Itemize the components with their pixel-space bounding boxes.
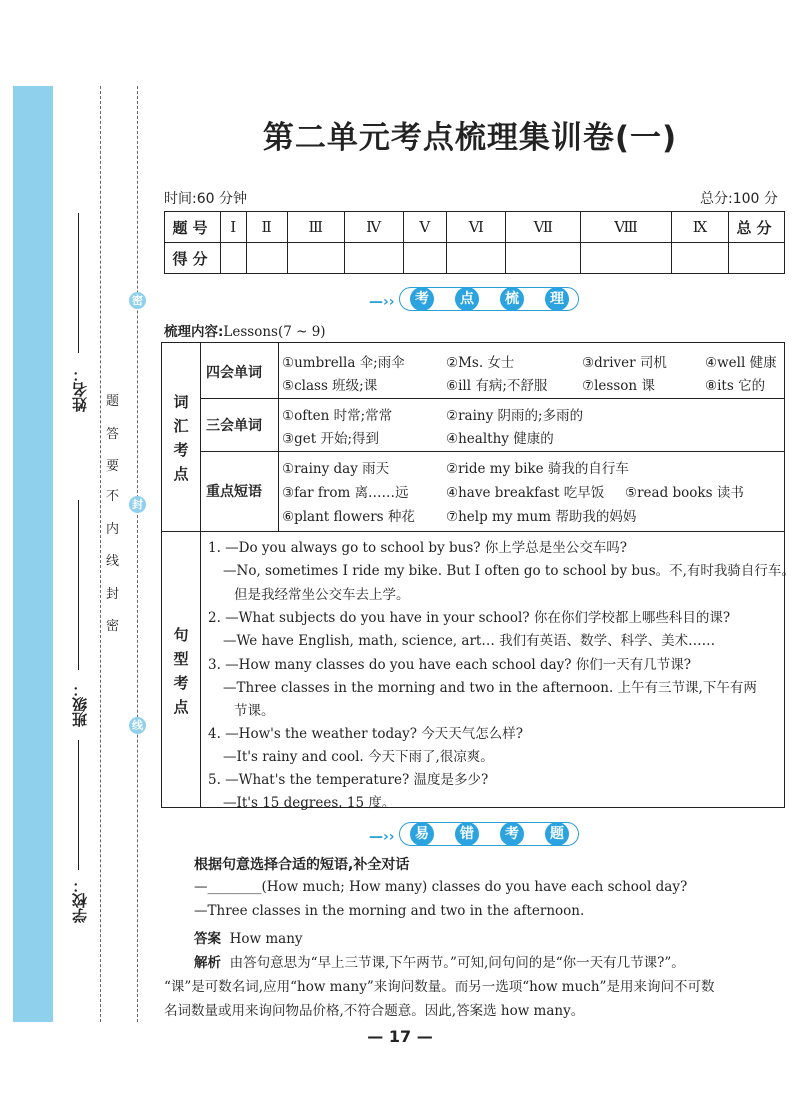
score-cell [581, 243, 672, 274]
answer-value: How many [229, 931, 303, 947]
total-score-label: 总分:100 分 [700, 191, 778, 207]
banner-pill [399, 287, 579, 311]
seal-char: 密 [106, 619, 120, 634]
vocab-item: ⑤read books 读书 [625, 485, 744, 501]
column-header: Ⅱ [246, 212, 287, 243]
sentence-category-label [171, 623, 191, 719]
score-cell [447, 243, 506, 274]
seal-circle-feng: 封 [129, 496, 146, 513]
analysis-line: 名词数量或用来询问物品价格,不符合题意。因此,答案选 how many。 [164, 1003, 585, 1019]
vocab-item: ⑧its 它的 [705, 378, 766, 394]
analysis-label: 解析 [194, 955, 221, 971]
vocab-item: ⑦lesson 课 [582, 378, 655, 394]
time-label: 时间:60 分钟 [164, 191, 247, 207]
analysis-line: “课”是可数名词,应用“how many”来询问数量。而另一选项“how much”是用来询问不可数 [164, 979, 715, 995]
seal-dash-line-outer [137, 86, 138, 1022]
seal-char: 不 [106, 489, 120, 504]
table-divider [200, 398, 784, 399]
column-header: Ⅴ [403, 212, 447, 243]
seal-circle-mi: 密 [129, 292, 146, 309]
margin-color-strip [13, 86, 53, 1022]
sentence-line: —Three classes in the morning and two in the afternoon. 上午有三节课,下午有两 [223, 680, 757, 696]
vocab-category-label [171, 390, 191, 486]
seal-char: 答 [106, 427, 120, 442]
sentence-line: —It's rainy and cool. 今天下雨了,很凉爽。 [223, 749, 494, 765]
vocab-group-name: 四会单词 [206, 365, 262, 381]
category-char: 考 [173, 441, 189, 459]
vocab-item: ③driver 司机 [582, 355, 667, 371]
column-header: Ⅷ [581, 212, 672, 243]
seal-char: 内 [106, 522, 120, 537]
score-cell [671, 243, 728, 274]
analysis-line [194, 951, 685, 971]
answer-line [194, 927, 303, 947]
banner-char: 易 [410, 822, 434, 846]
page-title: 第二单元考点梳理集训卷(一) [262, 120, 678, 156]
score-cell [506, 243, 581, 274]
name-label: 姓名： [71, 367, 89, 413]
column-header: Ⅸ [671, 212, 728, 243]
vocab-item: ④have breakfast 吃早饭 [446, 485, 605, 501]
sentence-line: —We have English, math, science, art… 我们有英语、数学、科学、美术…… [223, 633, 716, 649]
question-line: —Three classes in the morning and two in the afternoon. [194, 903, 585, 919]
vocab-item: ①rainy day 雨天 [282, 461, 390, 477]
review-scope [164, 320, 326, 340]
score-cell [287, 243, 344, 274]
banner-char: 梳 [500, 287, 524, 311]
banner-char: 题 [545, 822, 569, 846]
school-underline [78, 740, 79, 870]
section-banner-review [369, 285, 579, 311]
vocab-group-name: 重点短语 [206, 484, 262, 500]
banner-char: 错 [455, 822, 479, 846]
score-cell [729, 243, 785, 274]
sentence-line: 3. —How many classes do you have each school day? 你们一天有几节课? [208, 657, 692, 673]
score-cell [403, 243, 447, 274]
category-char: 词 [173, 393, 189, 411]
category-char: 汇 [173, 417, 189, 435]
sentence-line: 但是我经常坐公交车去上学。 [234, 587, 410, 603]
seal-circle-xian: 线 [129, 717, 146, 734]
vocab-item: ④healthy 健康的 [446, 431, 554, 447]
category-char: 型 [173, 650, 189, 668]
question-number-header: 题号 [165, 212, 221, 243]
name-underline [78, 213, 79, 353]
analysis-text: 由答句意思为“早上三节课,下午两节。”可知,问句问的是“你一天有几节课?”。 [229, 955, 685, 971]
vocab-group-name: 三会单词 [206, 418, 262, 434]
vocab-item: ②ride my bike 骑我的自行车 [446, 461, 629, 477]
category-char: 考 [173, 674, 189, 692]
seal-dash-line-inner [100, 86, 101, 1022]
category-char: 句 [173, 626, 189, 644]
exercise-heading: 根据句意选择合适的短语,补全对话 [194, 857, 410, 873]
sentence-line: —No, sometimes I ride my bike. But I often go to school by bus。不,有时我骑自行车。 [223, 563, 795, 579]
banner-char: 考 [500, 822, 524, 846]
banner-char: 理 [545, 287, 569, 311]
table-divider [200, 343, 201, 807]
total-header: 总分 [729, 212, 785, 243]
score-table [164, 211, 785, 274]
table-divider [162, 531, 784, 532]
review-scope-value: Lessons(7 ~ 9) [223, 324, 326, 340]
column-header: Ⅰ [221, 212, 247, 243]
question-line: —________(How much; How many) classes do you have each school day? [194, 879, 688, 895]
score-row-header: 得分 [165, 243, 221, 274]
vocab-item: ①often 时常;常常 [282, 408, 393, 424]
score-cell [221, 243, 247, 274]
seal-char: 封 [106, 587, 120, 602]
vocab-item: ①umbrella 伞;雨伞 [282, 355, 405, 371]
section-banner-common-errors [369, 820, 579, 846]
vocab-item: ⑤class 班级;课 [282, 378, 378, 394]
vocab-item: ②rainy 阴雨的;多雨的 [446, 408, 584, 424]
sentence-line: 4. —How's the weather today? 今天天气怎么样? [208, 726, 524, 742]
banner-arrow-icon: —›› [369, 829, 395, 845]
column-header: Ⅳ [344, 212, 403, 243]
seal-char: 题 [106, 394, 120, 409]
column-header: Ⅶ [506, 212, 581, 243]
banner-char: 点 [455, 287, 479, 311]
answer-label: 答案 [194, 931, 221, 947]
vocab-item: ③far from 离……远 [282, 485, 409, 501]
table-divider [200, 451, 784, 452]
category-char: 点 [173, 465, 189, 483]
vocab-item: ⑥plant flowers 种花 [282, 509, 415, 525]
vocab-item: ④well 健康 [705, 355, 777, 371]
sentence-line: 2. —What subjects do you have in your school? 你在你们学校都上哪些科目的课? [208, 610, 731, 626]
class-underline [78, 500, 79, 670]
page-number: — 17 — [367, 1027, 433, 1046]
vocab-item: ⑦help my mum 帮助我的妈妈 [446, 509, 637, 525]
column-header: Ⅲ [287, 212, 344, 243]
review-table [161, 342, 795, 811]
score-table-score-row [165, 243, 785, 274]
sentence-line: 5. —What's the temperature? 温度是多少? [208, 772, 489, 788]
vocab-item: ②Ms. 女士 [446, 355, 515, 371]
seal-char: 要 [106, 459, 120, 474]
review-scope-label: 梳理内容: [164, 324, 224, 340]
sentence-line: 1. —Do you always go to school by bus? 你上学总是坐公交车吗? [208, 540, 628, 556]
column-header: Ⅵ [447, 212, 506, 243]
category-char: 点 [173, 698, 189, 716]
score-table-header-row [165, 212, 785, 243]
score-cell [246, 243, 287, 274]
vocab-item: ⑥ill 有病;不舒服 [446, 378, 548, 394]
banner-pill [399, 822, 579, 846]
table-divider [278, 343, 279, 531]
school-label: 学校： [71, 878, 89, 924]
seal-char: 线 [106, 554, 120, 569]
sentence-line: —It's 15 degrees. 15 度。 [223, 795, 396, 811]
score-cell [344, 243, 403, 274]
vocab-item: ③get 开始;得到 [282, 431, 379, 447]
sentence-line: 节课。 [234, 703, 275, 719]
banner-char: 考 [410, 287, 434, 311]
class-label: 班级： [71, 682, 89, 728]
banner-arrow-icon: —›› [369, 294, 395, 310]
